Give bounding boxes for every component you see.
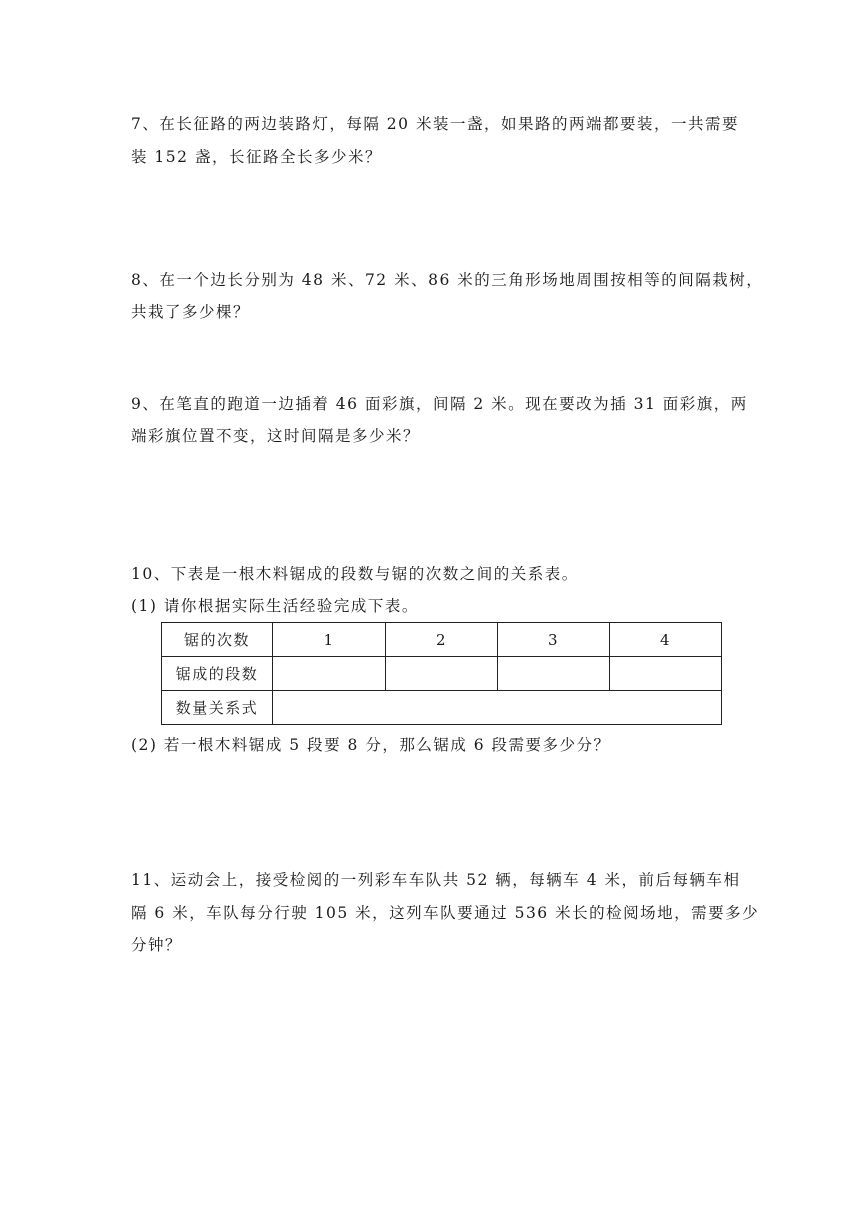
problem-11-line-1: 11、运动会上，接受检阅的一列彩车车队共 52 辆，每辆车 4 米，前后每辆车相 — [131, 871, 741, 889]
table-cell: 1 — [273, 623, 386, 657]
table-cell: 2 — [386, 623, 498, 657]
row-label-segment-count: 锯成的段数 — [162, 657, 273, 691]
problem-7-line-1: 7、在长征路的两边装路灯，每隔 20 米装一盏，如果路的两端都要装，一共需要 — [131, 115, 739, 133]
table-row — [162, 691, 722, 725]
answer-cell[interactable] — [273, 657, 386, 691]
problem-10-line-1: 10、下表是一根木料锯成的段数与锯的次数之间的关系表。 — [131, 565, 579, 583]
problem-7-line-2: 装 152 盏，长征路全长多少米？ — [131, 148, 382, 166]
problem-10-part-2: (2) 若一根木料锯成 5 段要 8 分，那么锯成 6 段需要多少分？ — [131, 736, 611, 754]
row-label-relation: 数量关系式 — [162, 691, 273, 725]
problem-11-line-2: 隔 6 米，车队每分行驶 105 米，这列车队要通过 536 米长的检阅场地，需要多少 — [131, 904, 760, 922]
answer-cell[interactable] — [273, 691, 722, 725]
problem-9-line-2: 端彩旗位置不变，这时间隔是多少米？ — [131, 427, 421, 445]
problem-8-line-2: 共栽了多少棵？ — [131, 303, 251, 321]
problem-9-line-1: 9、在笔直的跑道一边插着 46 面彩旗，间隔 2 米。现在要改为插 31 面彩旗，两 — [131, 395, 748, 413]
table-cell: 4 — [610, 623, 722, 657]
answer-cell[interactable] — [610, 657, 722, 691]
problem-10-part-1: (1) 请你根据实际生活经验完成下表。 — [131, 597, 419, 615]
problem-11-line-3: 分钟？ — [131, 936, 183, 954]
table-cell: 3 — [498, 623, 610, 657]
saw-relation-table — [161, 622, 722, 725]
problem-8-line-1: 8、在一个边长分别为 48 米、72 米、86 米的三角形场地周围按相等的间隔栽树， — [131, 271, 764, 289]
answer-cell[interactable] — [386, 657, 498, 691]
row-label-saw-count: 锯的次数 — [162, 623, 273, 657]
answer-cell[interactable] — [498, 657, 610, 691]
table-row — [162, 657, 722, 691]
table-row — [162, 623, 722, 657]
